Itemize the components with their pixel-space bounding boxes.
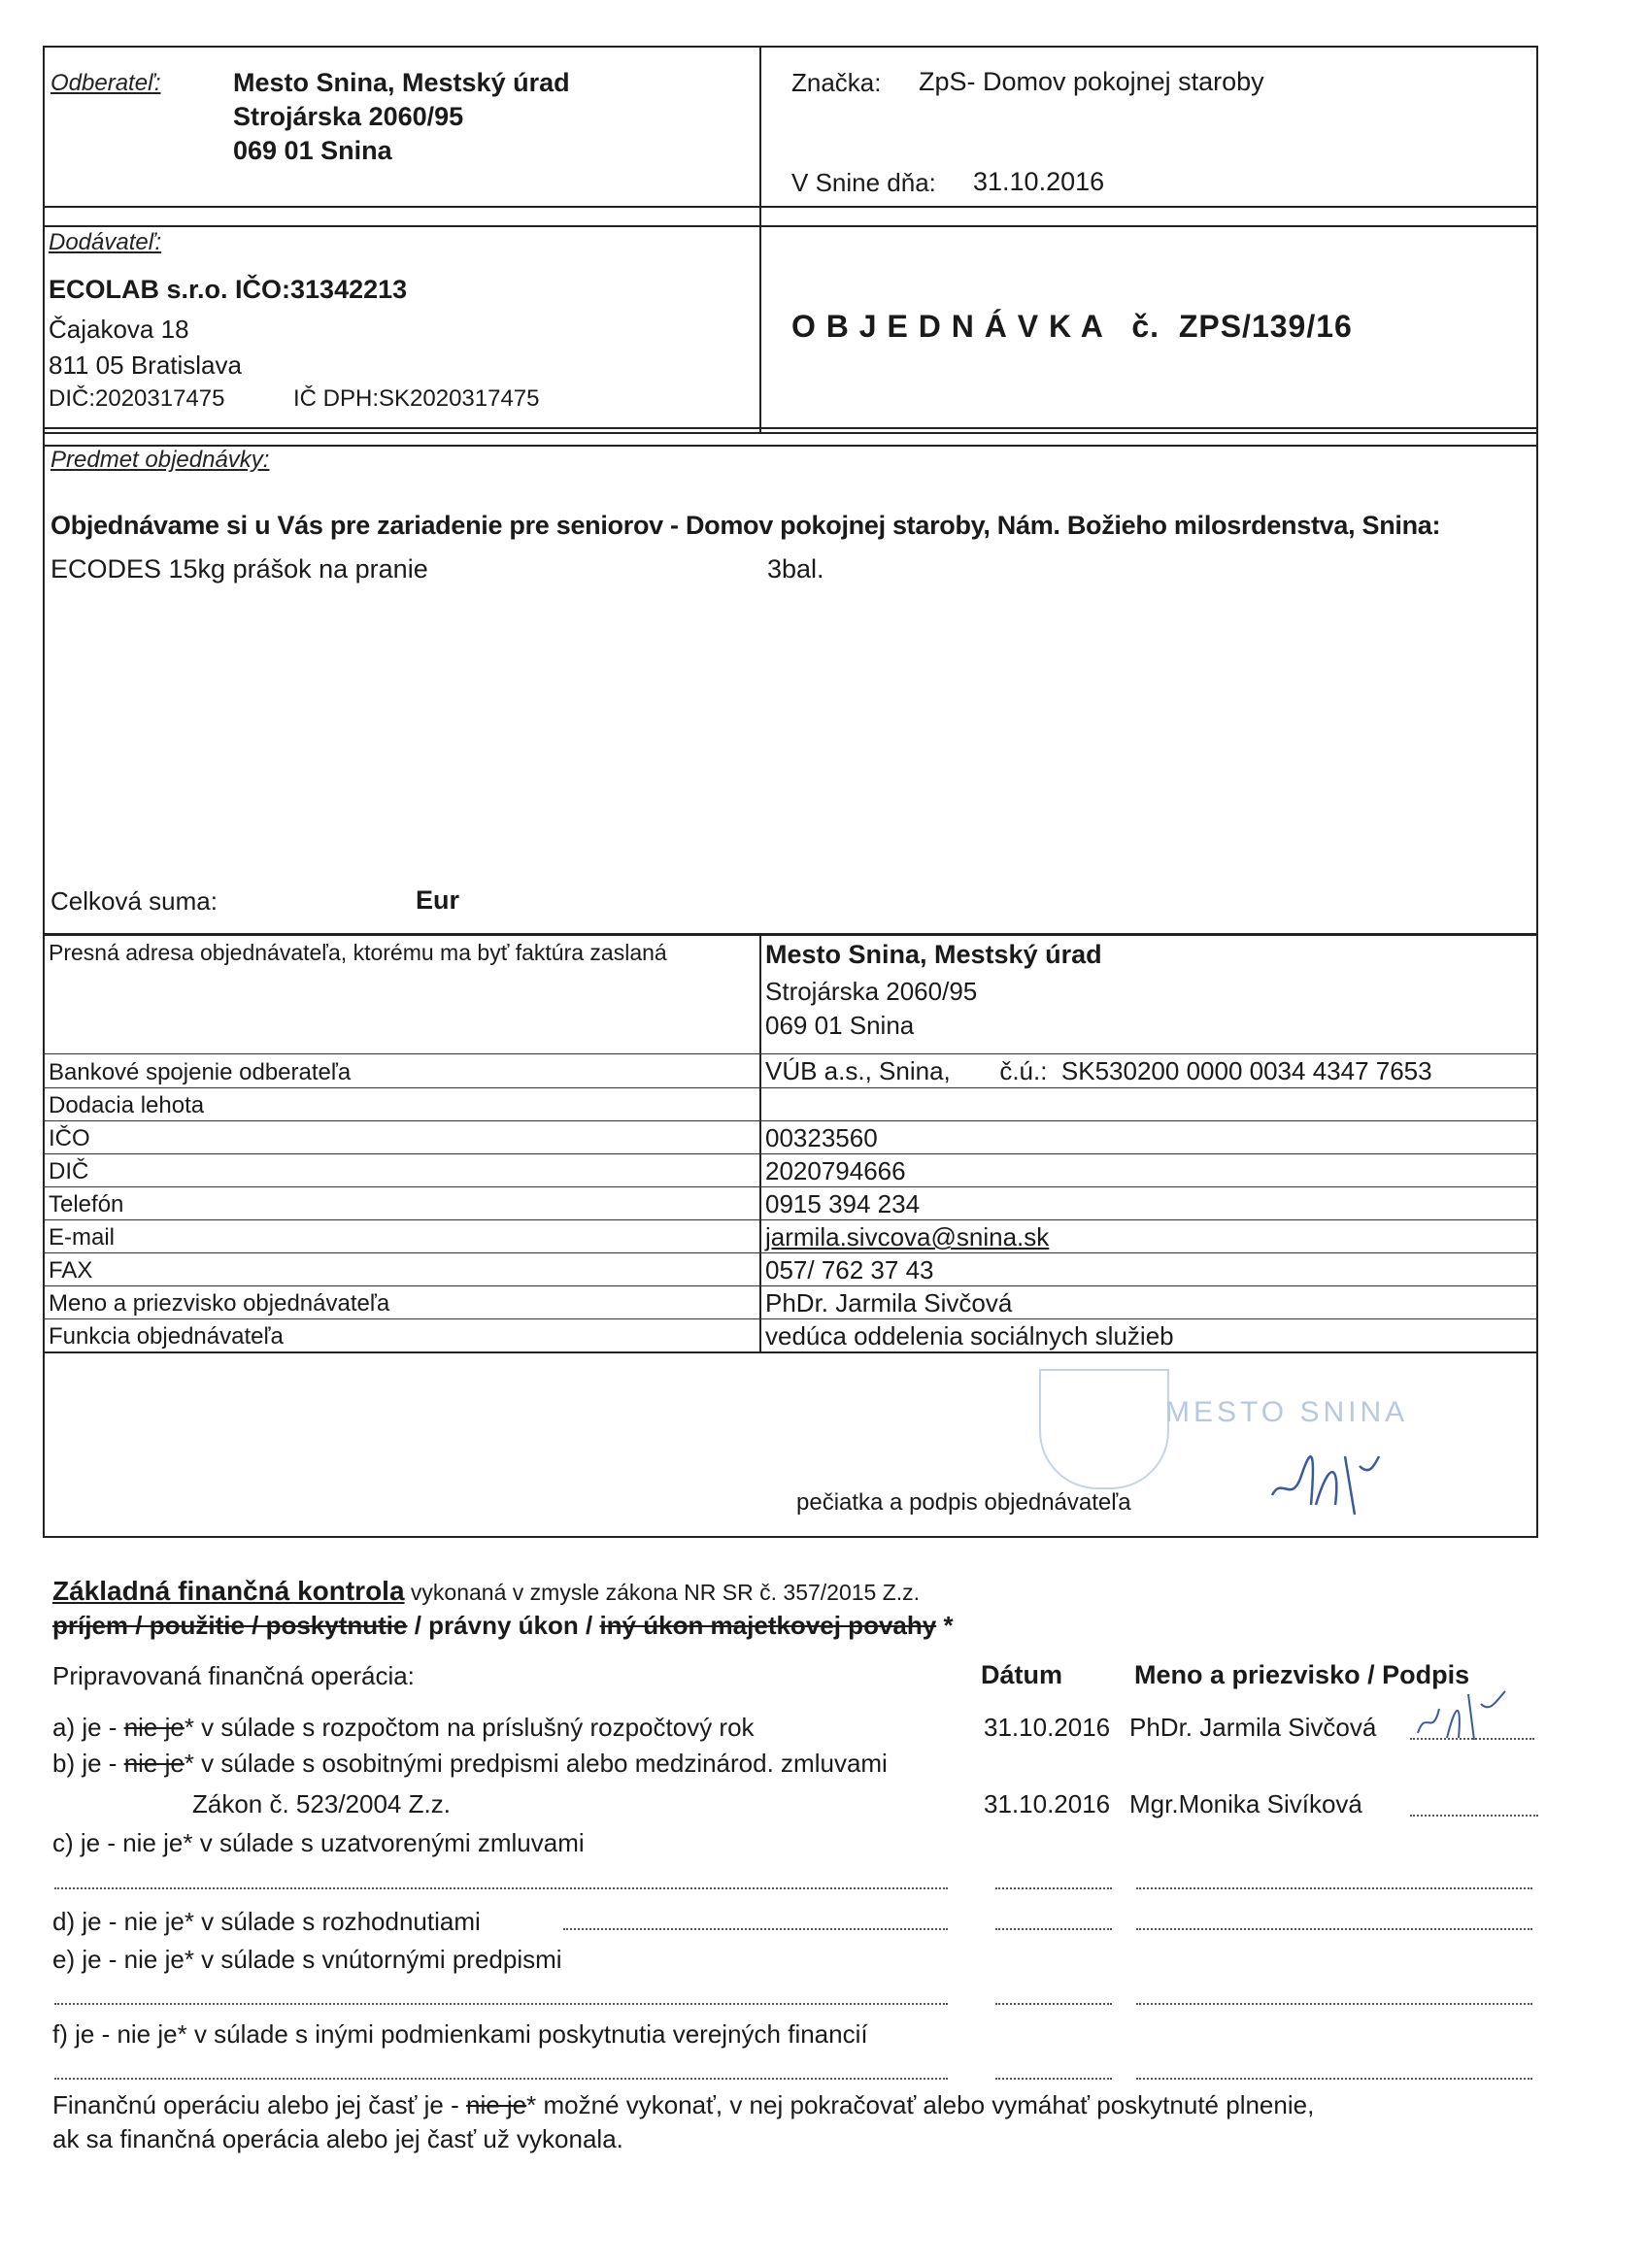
details-value-email[interactable]: jarmila.sivcova@snina.sk <box>765 1222 1050 1251</box>
final-1-prefix: Finančnú operáciu alebo jej časť je - <box>52 2090 466 2119</box>
row-f: f) je - nie je* v súlade s inými podmienkami poskytnutia verejných financií <box>52 2019 868 2049</box>
header-divider <box>759 46 761 434</box>
details-value-orderer-name: PhDr. Jarmila Sivčová <box>765 1288 1013 1317</box>
details-row-line <box>43 1153 1538 1154</box>
row-b-date: 31.10.2016 <box>984 1789 1111 1818</box>
header-separator-2 <box>43 225 1538 227</box>
row-a-date: 31.10.2016 <box>984 1713 1111 1742</box>
row-a-name: PhDr. Jarmila Sivčová <box>1129 1713 1377 1742</box>
signature-icon <box>1262 1437 1389 1524</box>
row-b-name: Mgr.Monika Sivíková <box>1129 1789 1362 1818</box>
odberatel-label: Odberateľ: <box>50 70 161 96</box>
details-value-dic: 2020794666 <box>765 1156 906 1185</box>
subject-intro: Objednávame si u Vás pre zariadenie pre seniorov - Domov pokojnej staroby, Nám. Božieho milosrdenstva, Snina: <box>50 511 1441 540</box>
details-row-line <box>43 1252 1538 1253</box>
row-d-dots-text <box>563 1928 948 1930</box>
row-e-dots-text <box>54 2003 948 2005</box>
subject-label: Predmet objednávky: <box>50 447 270 473</box>
supplier-dic: DIČ:2020317475 <box>49 385 225 412</box>
row-d: d) je - nie je* v súlade s rozhodnutiami <box>52 1907 481 1936</box>
row-b <box>52 1751 888 1776</box>
row-a-struck: nie je <box>123 1713 185 1742</box>
row-d-dots-name <box>1136 1928 1532 1930</box>
control-end: * <box>936 1611 954 1640</box>
final-1-suffix: * možné vykonať, v nej pokračovať alebo vymáhať poskytnuté plnenie, <box>526 2090 1315 2119</box>
control-line-2 <box>52 1613 954 1638</box>
details-row-line <box>43 1087 1538 1088</box>
details-label-dic: DIČ <box>49 1158 89 1184</box>
row-c-dots-text <box>54 1887 948 1889</box>
col-name: Meno a priezvisko / Podpis <box>1134 1660 1470 1689</box>
znacka-value: ZpS- Domov pokojnej staroby <box>919 67 1264 96</box>
details-label-orderer-name: Meno a priezvisko objednávateľa <box>49 1290 390 1317</box>
total-currency: Eur <box>416 885 460 915</box>
supplier-street: Čajakova 18 <box>49 315 189 344</box>
row-b-dots <box>1410 1815 1538 1817</box>
row-e-dots-name <box>1136 2003 1532 2005</box>
invoice-address-street: Strojárska 2060/95 <box>765 977 978 1006</box>
stamp-seal <box>1039 1369 1169 1489</box>
final-line-1 <box>52 2092 1314 2118</box>
supplier-name: ECOLAB s.r.o. IČO:31342213 <box>49 275 408 304</box>
row-c: c) je - nie je* v súlade s uzatvorenými zmluvami <box>52 1828 585 1857</box>
row-f-dots-date <box>995 2078 1112 2080</box>
row-b-prefix: b) je - <box>52 1749 124 1778</box>
order-title: O B J E D N Á V K A č. ZPS/139/16 <box>791 309 1353 344</box>
supplier-city: 811 05 Bratislava <box>49 350 242 380</box>
row-a-prefix: a) je - <box>52 1713 124 1742</box>
details-divider <box>759 934 761 1351</box>
invoice-address-city: 069 01 Snina <box>765 1011 915 1040</box>
control-title <box>52 1578 920 1605</box>
details-label-bank: Bankové spojenie odberateľa <box>49 1059 352 1085</box>
details-label-delivery: Dodacia lehota <box>49 1092 205 1118</box>
stamp-caption: pečiatka a podpis objednávateľa <box>796 1489 1131 1516</box>
datum-value: 31.10.2016 <box>973 167 1105 196</box>
details-value-ico: 00323560 <box>765 1123 878 1152</box>
row-a-text: * v súlade s rozpočtom na príslušný rozpočtový rok <box>184 1713 755 1742</box>
col-date: Dátum <box>981 1660 1063 1689</box>
details-row-line <box>43 1186 1538 1187</box>
details-label-invoice-address: Presná adresa objednávateľa, ktorému ma byť faktúra zaslaná <box>49 940 667 965</box>
row-b-struck: nie je <box>123 1749 185 1778</box>
details-label-function: Funkcia objednávateľa <box>49 1323 284 1350</box>
details-value-phone: 0915 394 234 <box>765 1189 921 1218</box>
col-operation: Pripravovaná finančná operácia: <box>52 1661 415 1690</box>
row-f-dots-name <box>1136 2078 1532 2080</box>
datum-label: V Snine dňa: <box>791 168 936 197</box>
control-title-suffix: vykonaná v zmysle zákona NR SR č. 357/2015 Z.z. <box>404 1580 921 1605</box>
signature-icon <box>1408 1680 1515 1748</box>
details-value-function: vedúca oddelenia sociálnych služieb <box>765 1321 1174 1351</box>
control-struck-2: iný úkon majetkovej povahy <box>599 1611 937 1640</box>
row-e: e) je - nie je* v súlade s vnútornými predpismi <box>52 1945 562 1974</box>
header-separator-1 <box>43 206 1538 208</box>
details-label-email: E-mail <box>49 1224 116 1251</box>
odberatel-street: Strojárska 2060/95 <box>233 102 464 131</box>
row-a <box>52 1715 755 1740</box>
details-value-fax: 057/ 762 37 43 <box>765 1255 934 1284</box>
final-1-struck: nie je <box>466 2090 527 2119</box>
control-title-text: Základná finančná kontrola <box>52 1576 405 1606</box>
details-row-line <box>43 1219 1538 1220</box>
row-b-text: * v súlade s osobitnými predpismi alebo medzinárod. zmluvami <box>184 1749 888 1778</box>
row-b-law: Zákon č. 523/2004 Z.z. <box>192 1789 451 1818</box>
znacka-label: Značka: <box>791 68 882 97</box>
odberatel-name: Mesto Snina, Mestský úrad <box>233 68 570 97</box>
item-name: ECODES 15kg prášok na pranie <box>50 554 428 584</box>
row-f-dots-text <box>54 2078 948 2080</box>
row-d-dots-date <box>995 1928 1112 1930</box>
invoice-address-name: Mesto Snina, Mestský úrad <box>765 940 1102 969</box>
item-quantity: 3bal. <box>767 554 824 584</box>
stamp-text: MESTO SNINA <box>1165 1396 1409 1428</box>
details-row-line <box>43 1318 1538 1319</box>
control-struck-1: príjem / použitie / poskytnutie <box>52 1611 408 1640</box>
row-c-dots-date <box>995 1887 1112 1889</box>
details-row-line <box>43 1053 1538 1054</box>
row-e-dots-date <box>995 2003 1112 2005</box>
subject-box <box>43 427 1538 935</box>
details-label-ico: IČO <box>49 1125 90 1151</box>
row-c-dots-name <box>1136 1887 1532 1889</box>
odberatel-city: 069 01 Snina <box>233 136 392 165</box>
details-row-line <box>43 1285 1538 1286</box>
details-row-line <box>43 1120 1538 1121</box>
details-label-phone: Telefón <box>49 1191 124 1217</box>
total-label: Celková suma: <box>50 886 218 916</box>
supplier-label: Dodávateľ: <box>49 229 162 255</box>
details-label-fax: FAX <box>49 1257 93 1284</box>
control-mid: / právny úkon / <box>407 1611 600 1640</box>
final-line-2: ak sa finančná operácia alebo jej časť už vykonala. <box>52 2124 623 2153</box>
details-bottom-line <box>43 1351 1538 1353</box>
details-value-bank: VÚB a.s., Snina, č.ú.: SK530200 0000 0034 4347 7653 <box>765 1056 1432 1085</box>
supplier-icdph: IČ DPH:SK2020317475 <box>293 385 540 412</box>
